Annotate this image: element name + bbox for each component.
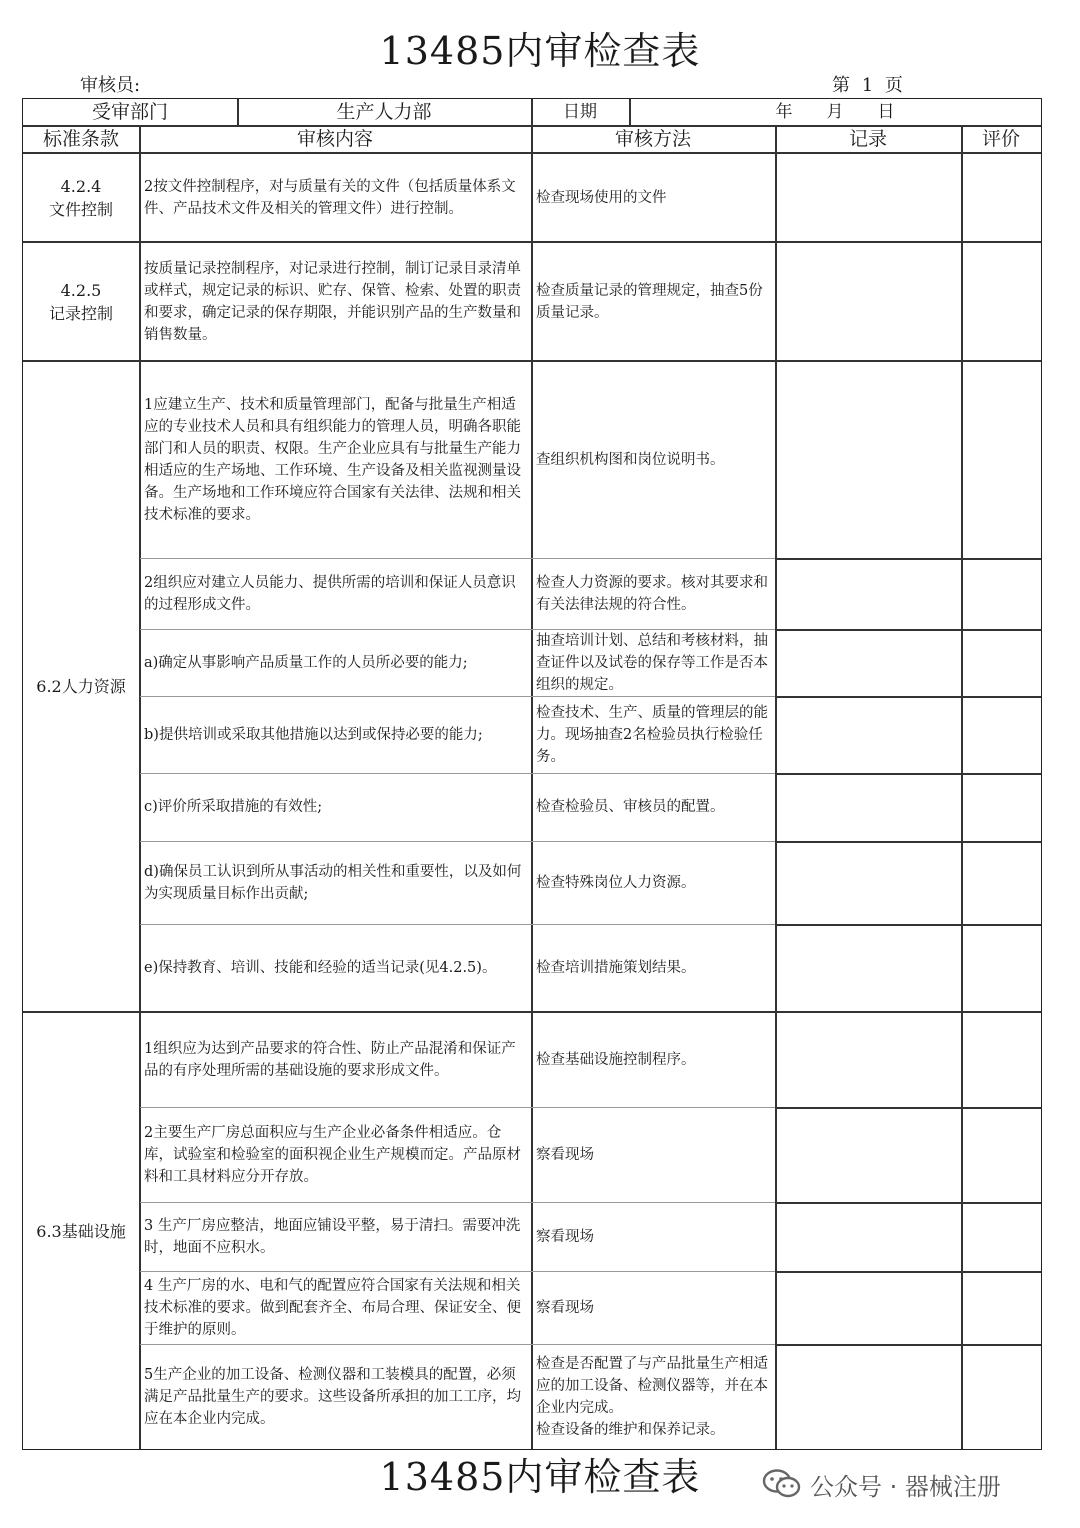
section-clause <box>23 361 139 1012</box>
audit-method <box>532 629 775 696</box>
audit-method <box>532 1344 775 1450</box>
evaluation-cell <box>962 558 1041 629</box>
audit-method-text: 查组织机构图和岗位说明书。 <box>536 451 725 468</box>
record-cell <box>776 361 961 558</box>
evaluation-cell <box>962 629 1041 696</box>
record-cell <box>776 558 961 629</box>
audit-content <box>140 361 531 558</box>
record-cell <box>776 153 961 242</box>
record-cell <box>776 629 961 696</box>
audit-content-text: 2按文件控制程序，对与质量有关的文件（包括质量体系文件、产品技术文件及相关的管理文件）进行控制。 <box>144 178 516 217</box>
dept-label: 受审部门 <box>91 101 168 123</box>
audit-content <box>140 1012 531 1107</box>
evaluation-cell <box>962 1271 1041 1344</box>
section-clause-text: 6.2人力资源 <box>36 677 126 696</box>
audit-method <box>532 1012 775 1107</box>
col-clause-header: 标准条款 <box>42 128 119 150</box>
evaluation-cell <box>962 1012 1041 1107</box>
col-record-header: 记录 <box>848 128 887 150</box>
audit-method-text: 抽查培训计划、总结和考核材料，抽查证件以及试卷的保存等工作是否本组织的规定。 <box>536 632 768 693</box>
audit-method <box>532 153 775 242</box>
record-cell <box>776 1107 961 1202</box>
date-value: 年 月 日 <box>775 102 895 122</box>
audit-method <box>532 558 775 629</box>
audit-method <box>532 924 775 1012</box>
audit-content <box>140 924 531 1012</box>
record-cell <box>776 1271 961 1344</box>
audit-method-text: 察看现场 <box>536 1299 594 1316</box>
audit-method <box>532 1107 775 1202</box>
audit-content <box>140 1344 531 1450</box>
audit-content <box>140 242 531 361</box>
evaluation-cell <box>962 1344 1041 1450</box>
page-number: 第 1 页 <box>832 75 903 96</box>
audit-method <box>532 696 775 773</box>
evaluation-cell <box>962 841 1041 924</box>
audit-content-text: 3 生产厂房应整洁，地面应铺设平整，易于清扫。需要冲洗时，地面不应积水。 <box>144 1217 521 1256</box>
col-evaluation-header: 评价 <box>981 128 1020 150</box>
audit-content-text: c)评价所采取措施的有效性; <box>144 799 323 815</box>
audit-method-text: 检查是否配置了与产品批量生产相适应的加工设备、检测仪器等，并在本企业内完成。 检查设备的维护和保养记录。 <box>536 1356 768 1438</box>
audit-content <box>140 696 531 773</box>
col-method-header: 审核方法 <box>614 128 691 150</box>
record-cell <box>776 773 961 841</box>
audit-content-text: a)确定从事影响产品质量工作的人员所必要的能力; <box>144 654 468 671</box>
audit-method <box>532 1202 775 1271</box>
audit-method <box>532 1271 775 1344</box>
audit-content <box>140 629 531 696</box>
auditor-label: 审核员: <box>80 75 141 96</box>
audit-content-text: d)确保员工认识到所从事活动的相关性和重要性，以及如何为实现质量目标作出贡献; <box>144 863 522 902</box>
audit-content-text: e)保持教育、培训、技能和经验的适当记录(见4.2.5)。 <box>144 960 497 976</box>
dept-value: 生产人力部 <box>336 101 432 123</box>
checklist-table <box>22 98 1042 1450</box>
audit-content-text: b)提供培训或采取其他措施以达到或保持必要的能力; <box>144 726 483 743</box>
record-cell <box>776 1012 961 1107</box>
evaluation-cell <box>962 153 1041 242</box>
audit-method-text: 检查人力资源的要求。核对其要求和有关法律法规的符合性。 <box>536 574 768 613</box>
record-cell <box>776 242 961 361</box>
record-cell <box>776 841 961 924</box>
evaluation-cell <box>962 1107 1041 1202</box>
audit-method-text: 检查基础设施控制程序。 <box>536 1051 696 1068</box>
evaluation-cell <box>962 242 1041 361</box>
audit-method-text: 检查质量记录的管理规定，抽查5份质量记录。 <box>536 282 763 321</box>
audit-content-text: 4 生产厂房的水、电和气的配置应符合国家有关法规和相关技术标准的要求。做到配套齐全、布局合理、保证安全、便于维护的原则。 <box>144 1277 521 1338</box>
audit-method-text: 检查特殊岗位人力资源。 <box>536 874 696 891</box>
audit-method-text: 检查现场使用的文件 <box>536 189 667 206</box>
audit-content <box>140 1271 531 1344</box>
watermark <box>762 1464 1001 1504</box>
audit-method <box>532 773 775 841</box>
document-title: 13485内审检查表 <box>379 29 701 73</box>
audit-method-text: 察看现场 <box>536 1146 594 1163</box>
evaluation-cell <box>962 361 1041 558</box>
audit-method <box>532 361 775 558</box>
audit-content-text: 1应建立生产、技术和质量管理部门，配备与批量生产相适应的专业技术人员和具有组织能力的管理人员，明确各职能部门和人员的职责、权限。生产企业应具有与批量生产能力相适应的生产场地、工作环境、生产设备及相关监视测量设备。生产场地和工作环境应符合国家有关法律、法规和相关技术标准的要求。 <box>144 396 521 523</box>
record-cell <box>776 1202 961 1271</box>
evaluation-cell <box>962 696 1041 773</box>
evaluation-cell <box>962 1202 1041 1271</box>
audit-content <box>140 1202 531 1271</box>
audit-content-text: 2主要生产厂房总面积应与生产企业必备条件相适应。仓库，试验室和检验室的面积视企业生产规模而定。产品原材料和工具材料应分开存放。 <box>144 1124 521 1185</box>
evaluation-cell <box>962 924 1041 1012</box>
evaluation-cell <box>962 773 1041 841</box>
audit-content-text: 按质量记录控制程序，对记录进行控制，制订记录目录清单或样式，规定记录的标识、贮存、保管、检索、处置的职责和要求，确定记录的保存期限，并能识别产品的生产数量和销售数量。 <box>144 260 521 343</box>
audit-content-text: 5生产企业的加工设备、检测仪器和工装模具的配置，必须满足产品批量生产的要求。这些设备所承担的加工工序，均应在本企业内完成。 <box>144 1367 521 1427</box>
audit-content <box>140 1107 531 1202</box>
audit-content <box>140 773 531 841</box>
section-clause <box>23 242 139 361</box>
audit-content <box>140 841 531 924</box>
audit-method-text: 检查培训措施策划结果。 <box>536 960 696 976</box>
record-cell <box>776 1344 961 1450</box>
section-clause <box>23 153 139 242</box>
section-clause-text: 6.3基础设施 <box>36 1221 126 1241</box>
audit-content-text: 1组织应为达到产品要求的符合性、防止产品混淆和保证产品的有序处理所需的基础设施的要求形成文件。 <box>144 1040 516 1079</box>
col-content-header: 审核内容 <box>296 128 373 150</box>
audit-method <box>532 841 775 924</box>
record-cell <box>776 696 961 773</box>
section-clause <box>23 1012 139 1450</box>
audit-method-text: 检查技术、生产、质量的管理层的能力。现场抽查2名检验员执行检验任务。 <box>536 704 768 765</box>
section-clause-text: 4.2.5 记录控制 <box>48 280 113 323</box>
date-label: 日期 <box>563 102 597 122</box>
audit-method <box>532 242 775 361</box>
audit-method-text: 检查检验员、审核员的配置。 <box>536 799 725 815</box>
footer-title: 13485内审检查表 <box>379 1455 701 1499</box>
audit-content <box>140 153 531 242</box>
watermark-text: 公众号 · 器械注册 <box>810 1472 1001 1501</box>
record-cell <box>776 924 961 1012</box>
audit-content-text: 2组织应对建立人员能力、提供所需的培训和保证人员意识的过程形成文件。 <box>144 574 516 613</box>
section-clause-text: 4.2.4 文件控制 <box>48 176 113 219</box>
audit-method-text: 察看现场 <box>536 1228 594 1245</box>
audit-content <box>140 558 531 629</box>
wechat-icon <box>762 1468 802 1500</box>
